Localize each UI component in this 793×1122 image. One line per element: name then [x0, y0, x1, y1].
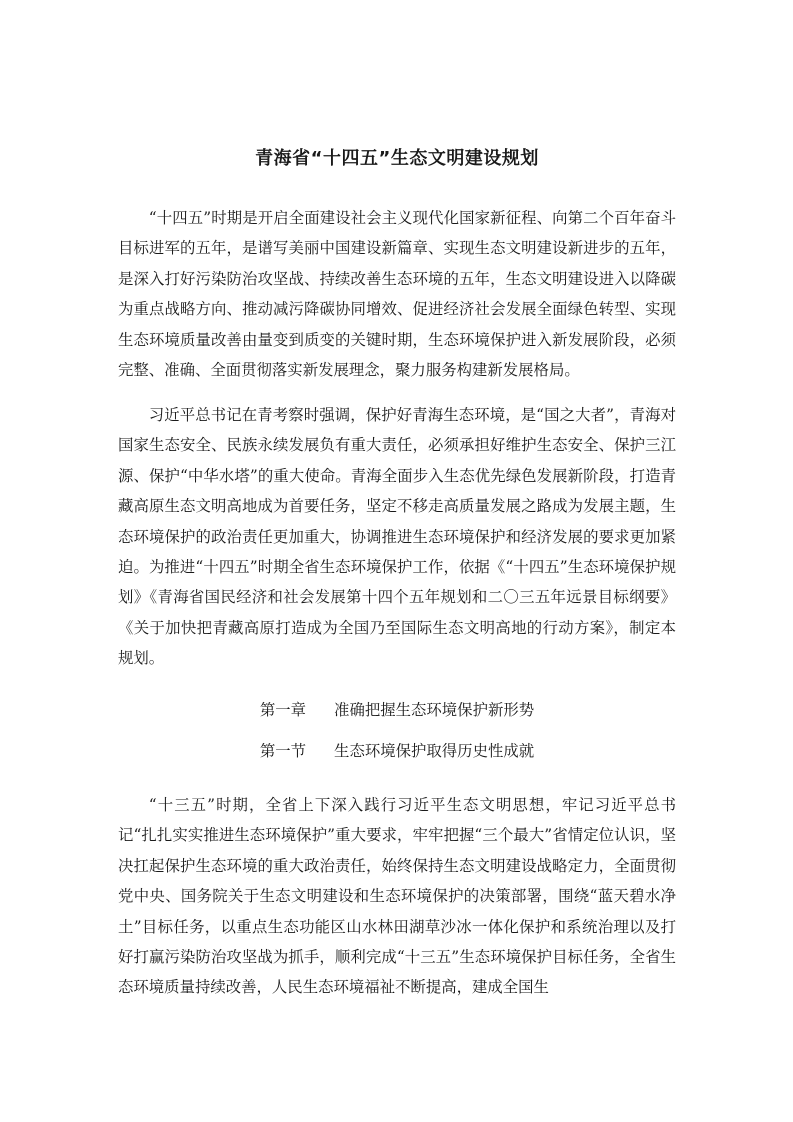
section-paragraph: “十三五”时期，全省上下深入践行习近平生态文明思想，牢记习近平总书记“扎扎实实推进生态环境保护”重大要求，牢牢把握“三个最大”省情定位认识，坚决扛起保护生态环境的重大政治责任，始终保持生态文明建设战略定力，全面贯彻党中央、国务院关于生态文明建设和生态环境保护的决策部署，围绕“蓝天碧水净土”目标任务，以重点生态功能区山水林田湖草沙冰一体化保护和系统治理以及打好打赢污染防治攻坚战为抓手，顺利完成“十三五”生态环境保护目标任务，全省生态环境质量持续改善，人民生态环境福祉不断提高，建成全国生 — [118, 796, 676, 997]
intro-paragraph-2: 习近平总书记在青考察时强调，保护好青海生态环境，是“国之大者”，青海对国家生态安全、民族永续发展负有重大责任，必须承担好维护生态安全、保护三江源、保护“中华水塔”的重大使命。青海全面步入生态优先绿色发展新阶段，打造青藏高原生态文明高地成为首要任务，坚定不移走高质量发展之路成为发展主题，生态环境保护的政治责任更加重大，协调推进生态环境保护和经济发展的要求更加紧迫。为推进“十四五”时期全省生态环境保护工作，依据《“十四五”生态环境保护规划》《青海省国民经济和社会发展第十四个五年规划和二〇三五年远景目标纲要》《关于加快把青藏高原打造成为全国乃至国际生态文明高地的行动方案》，制定本规划。 — [118, 406, 676, 668]
section-title: 生态环境保护取得历史性成就 — [334, 742, 535, 760]
section-number: 第一节 — [259, 742, 307, 760]
section-heading — [118, 738, 676, 764]
chapter-heading — [118, 697, 676, 723]
chapter-title: 准确把握生态环境保护新形势 — [334, 701, 535, 719]
document-title: 青海省“十四五”生态文明建设规划 — [255, 148, 539, 169]
chapter-number: 第一章 — [259, 701, 307, 719]
intro-paragraph-1: “十四五”时期是开启全面建设社会主义现代化国家新征程、向第二个百年奋斗目标进军的五年，是谱写美丽中国建设新篇章、实现生态文明建设新进步的五年，是深入打好污染防治攻坚战、持续改善生态环境的五年，生态文明建设进入以降碳为重点战略方向、推动减污降碳协同增效、促进经济社会发展全面绿色转型、实现生态环境质量改善由量变到质变的关键时期，生态环境保护进入新发展阶段，必须完整、准确、全面贯彻落实新发展理念，聚力服务构建新发展格局。 — [118, 209, 676, 380]
